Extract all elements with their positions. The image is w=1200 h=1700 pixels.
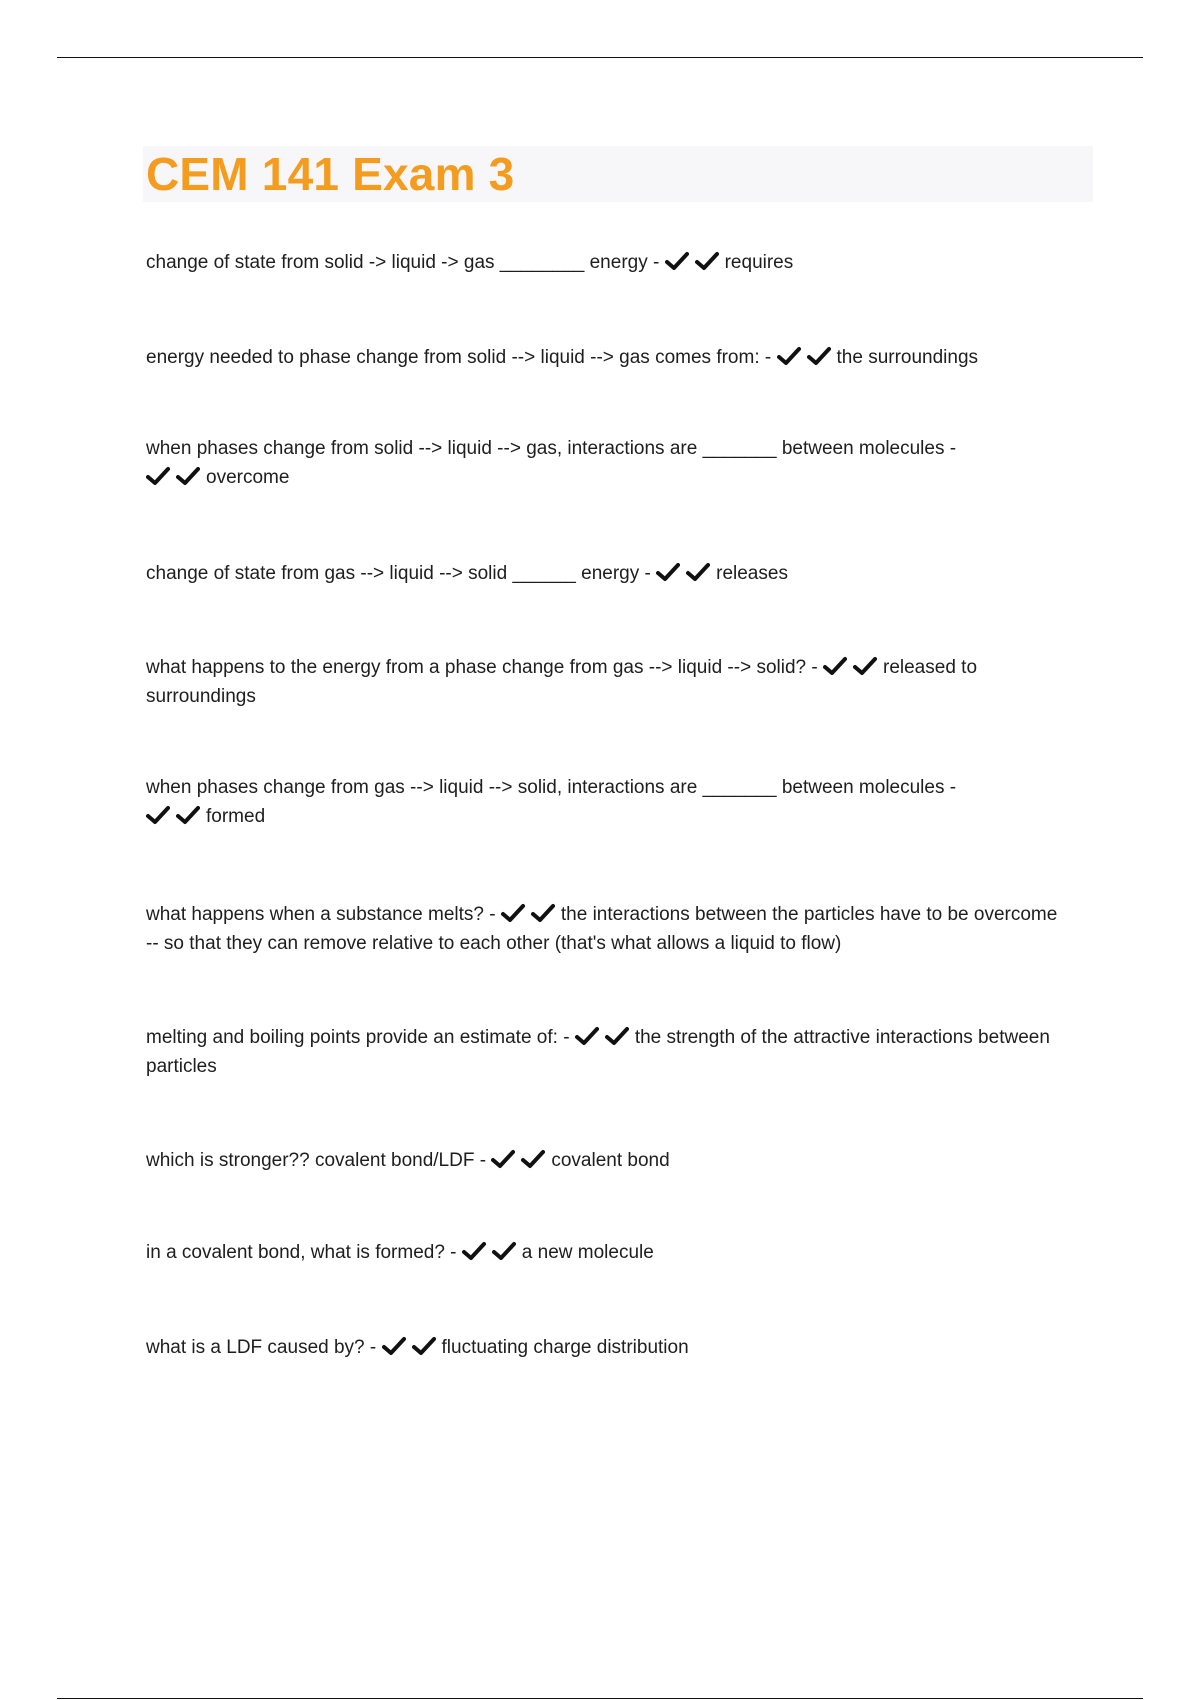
check-pair xyxy=(823,657,883,678)
qa-item xyxy=(146,1146,1066,1175)
checkmark-icon xyxy=(176,805,200,825)
check-pair xyxy=(146,806,206,827)
question-text: what happens when a substance melts? - xyxy=(146,904,501,925)
qa-item xyxy=(146,900,1066,958)
qa-item xyxy=(146,343,1066,372)
checkmark-icon xyxy=(777,346,801,366)
checkmark-icon xyxy=(665,251,689,271)
qa-item xyxy=(146,1333,1066,1362)
qa-item xyxy=(146,434,1066,492)
checkmark-icon xyxy=(501,903,525,923)
question-text: which is stronger?? covalent bond/LDF - xyxy=(146,1150,492,1171)
qa-item xyxy=(146,1238,1066,1267)
checkmark-icon xyxy=(176,466,200,486)
check-pair xyxy=(462,1242,522,1263)
answer-text: the strength of the attractive interactions between particles xyxy=(146,1027,1050,1077)
checkmark-icon xyxy=(807,346,831,366)
check-pair xyxy=(665,252,725,273)
checkmark-icon xyxy=(412,1336,436,1356)
check-pair xyxy=(656,563,716,584)
checkmark-icon xyxy=(146,466,170,486)
checkmark-icon xyxy=(686,562,710,582)
check-pair xyxy=(777,347,837,368)
answer-text: fluctuating charge distribution xyxy=(441,1337,689,1358)
answer-text: a new molecule xyxy=(521,1242,654,1263)
answer-text: releases xyxy=(716,563,788,584)
checkmark-icon xyxy=(656,562,680,582)
checkmark-icon xyxy=(462,1241,486,1261)
answer-text: the surroundings xyxy=(836,347,979,368)
check-pair xyxy=(575,1027,635,1048)
answer-text: covalent bond xyxy=(551,1150,670,1171)
question-text: when phases change from gas --> liquid --> solid, interactions are _______ between molecules - xyxy=(146,777,957,798)
question-text: energy needed to phase change from solid --> liquid --> gas comes from: - xyxy=(146,347,777,368)
qa-item xyxy=(146,248,1066,277)
check-pair xyxy=(382,1337,442,1358)
check-pair xyxy=(501,904,561,925)
answer-text: the interactions between the particles have to be overcome -- so that they can remove relative to each other (that's what allows a liquid to flow) xyxy=(146,904,1058,954)
qa-item xyxy=(146,1023,1066,1081)
answer-text: requires xyxy=(724,252,794,273)
checkmark-icon xyxy=(823,656,847,676)
check-pair xyxy=(491,1150,551,1171)
question-text: melting and boiling points provide an estimate of: - xyxy=(146,1027,575,1048)
qa-item xyxy=(146,653,1066,711)
question-text: what is a LDF caused by? - xyxy=(146,1337,382,1358)
question-text: what happens to the energy from a phase change from gas --> liquid --> solid? - xyxy=(146,657,823,678)
checkmark-icon xyxy=(575,1026,599,1046)
checkmark-icon xyxy=(521,1149,545,1169)
answer-text: released to surroundings xyxy=(146,657,978,707)
top-rule xyxy=(57,57,1143,58)
checkmark-icon xyxy=(492,1241,516,1261)
checkmark-icon xyxy=(146,805,170,825)
checkmark-icon xyxy=(695,251,719,271)
checkmark-icon xyxy=(853,656,877,676)
answer-text: overcome xyxy=(206,467,290,488)
checkmark-icon xyxy=(382,1336,406,1356)
answer-text: formed xyxy=(206,806,266,827)
question-text: in a covalent bond, what is formed? - xyxy=(146,1242,462,1263)
question-text: change of state from gas --> liquid --> solid ______ energy - xyxy=(146,563,657,584)
qa-item xyxy=(146,559,1066,588)
question-text: when phases change from solid --> liquid --> gas, interactions are _______ between molecules - xyxy=(146,438,957,459)
checkmark-icon xyxy=(605,1026,629,1046)
check-pair xyxy=(146,467,206,488)
qa-item xyxy=(146,773,1066,831)
bottom-rule xyxy=(57,1698,1143,1699)
document-title: CEM 141 Exam 3 xyxy=(146,148,515,200)
checkmark-icon xyxy=(491,1149,515,1169)
checkmark-icon xyxy=(531,903,555,923)
question-text: change of state from solid -> liquid -> gas ________ energy - xyxy=(146,252,665,273)
